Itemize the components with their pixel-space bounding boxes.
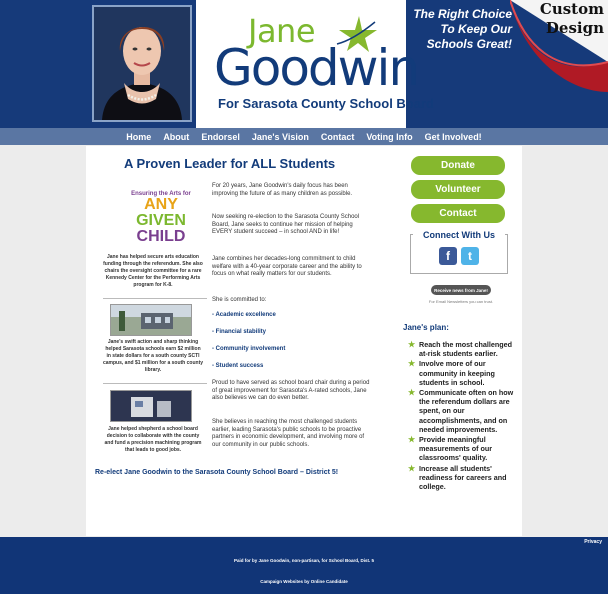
commitment-item: - Community involvement xyxy=(212,346,286,352)
twitter-icon[interactable]: t xyxy=(461,247,479,265)
arts-logo: Ensuring the Arts for ANY GIVEN CHILD xyxy=(131,191,191,245)
star-icon: ★ xyxy=(408,359,416,369)
star-icon: ★ xyxy=(408,388,416,398)
nav-get-involved[interactable]: Get Involved! xyxy=(424,131,482,142)
header-tagline: The Right Choice To Keep Our Schools Great! xyxy=(413,7,512,51)
star-icon: ★ xyxy=(408,435,416,445)
site-credit-link[interactable]: Campaign Websites by Online Candidate xyxy=(260,579,348,584)
nav-contact[interactable]: Contact xyxy=(320,131,355,142)
plan-item: ★ Reach the most challenged at-risk students earlier. xyxy=(408,340,513,359)
newsletter-button[interactable]: Receive news from Jane! xyxy=(431,285,491,295)
connect-box xyxy=(410,234,508,274)
campus-photo xyxy=(110,304,192,336)
donate-button[interactable]: Donate xyxy=(411,156,505,175)
site-header xyxy=(0,0,608,128)
commitment-item: - Academic excellence xyxy=(212,312,276,318)
logo-subtitle: For Sarasota County School Board xyxy=(218,96,434,111)
paid-for-notice: Paid for by Jane Goodwin, non-partisan, for School Board, Dist. 5 xyxy=(233,558,374,563)
star-icon: ★ xyxy=(408,340,416,349)
nav-endorsel[interactable]: Endorsel xyxy=(201,131,240,142)
candidate-photo xyxy=(92,5,192,122)
page-title: A Proven Leader for ALL Students xyxy=(124,156,336,171)
machining-photo xyxy=(110,390,192,422)
plan-item: ★ Involve more of our community in keeping students in school. xyxy=(408,359,495,387)
plan-title: Jane's plan: xyxy=(403,323,449,332)
plan-item: ★ Provide meaningful measurements of our classrooms' quality. xyxy=(408,435,493,463)
divider xyxy=(103,298,207,299)
facebook-icon[interactable]: f xyxy=(439,247,457,265)
logo-first-name: Jane xyxy=(248,12,316,50)
main-nav xyxy=(0,128,608,145)
commitment-item: - Student success xyxy=(212,363,264,369)
committed-label: She is committed to: xyxy=(212,297,267,303)
star-icon: ★ xyxy=(408,463,416,473)
plan-item: ★ Increase all students' readiness for careers and college. xyxy=(408,463,507,492)
newsletter-note: For Email Newsletters you can trust. xyxy=(428,299,494,304)
nav-home[interactable]: Home xyxy=(126,131,152,142)
arts-caption-text: Jane has helped secure arts education funding through the referendum. She also chairs the oversight committee for a rare Kennedy Center for the Performing Arts program for K-8. xyxy=(103,254,203,288)
machining-caption-text: Jane helped shepherd a school board decision to collaborate with the county and fund a precision machining program that leads to good jobs. xyxy=(104,426,202,453)
custom-design-badge: Custom Design xyxy=(539,0,604,37)
site-footer xyxy=(0,537,608,594)
campus-caption-text: Jane's swift action and sharp thinking helped Sarasota schools earn $2 million in state dollars for a south county SCTI campus, and $1 million for a south county library. xyxy=(103,339,204,373)
nav-about[interactable]: About xyxy=(163,131,190,142)
reelection-paragraph: Now seeking re-election to the Sarasota County School Board, Jane seeks to continue her mission of helping EVERY student succeed – in school AND in life! xyxy=(212,214,360,235)
career-paragraph: Jane combines her decades-long commitment to child welfare with a 40-year corporate career and the ability to focus on what really matters for our students. xyxy=(212,256,362,277)
logo-last-name: Goodwin xyxy=(214,39,419,97)
beliefs-paragraph: She believes in reaching the most challenged students earlier, leading Sarasota's public schools to be proactive partners in economic development, and involving more of our community in our public schools. xyxy=(212,419,365,448)
reelect-banner: Re-elect Jane Goodwin to the Sarasota County School Board – District 5! xyxy=(95,469,339,476)
privacy-link[interactable]: Privacy xyxy=(584,539,602,545)
divider xyxy=(103,383,207,384)
connect-title: Connect With Us xyxy=(413,230,505,240)
chair-paragraph: Proud to have served as school board chair during a period of great improvement for Sarasota's A-rated schools, Jane also believes we can do even better. xyxy=(212,380,370,401)
nav-janes-vision[interactable]: Jane's Vision xyxy=(251,131,309,142)
contact-button[interactable]: Contact xyxy=(411,204,505,223)
nav-voting-info[interactable]: Voting Info xyxy=(366,131,413,142)
plan-list xyxy=(408,340,516,492)
plan-item: ★ Communicate often on how the referendum dollars are spent, on our accomplishments, and on needed improvements. xyxy=(408,388,514,434)
volunteer-button[interactable]: Volunteer xyxy=(411,180,505,199)
intro-paragraph: For 20 years, Jane Goodwin's daily focus has been improving the future of as many children as possible. xyxy=(212,183,353,197)
commitment-item: - Financial stability xyxy=(212,329,267,335)
